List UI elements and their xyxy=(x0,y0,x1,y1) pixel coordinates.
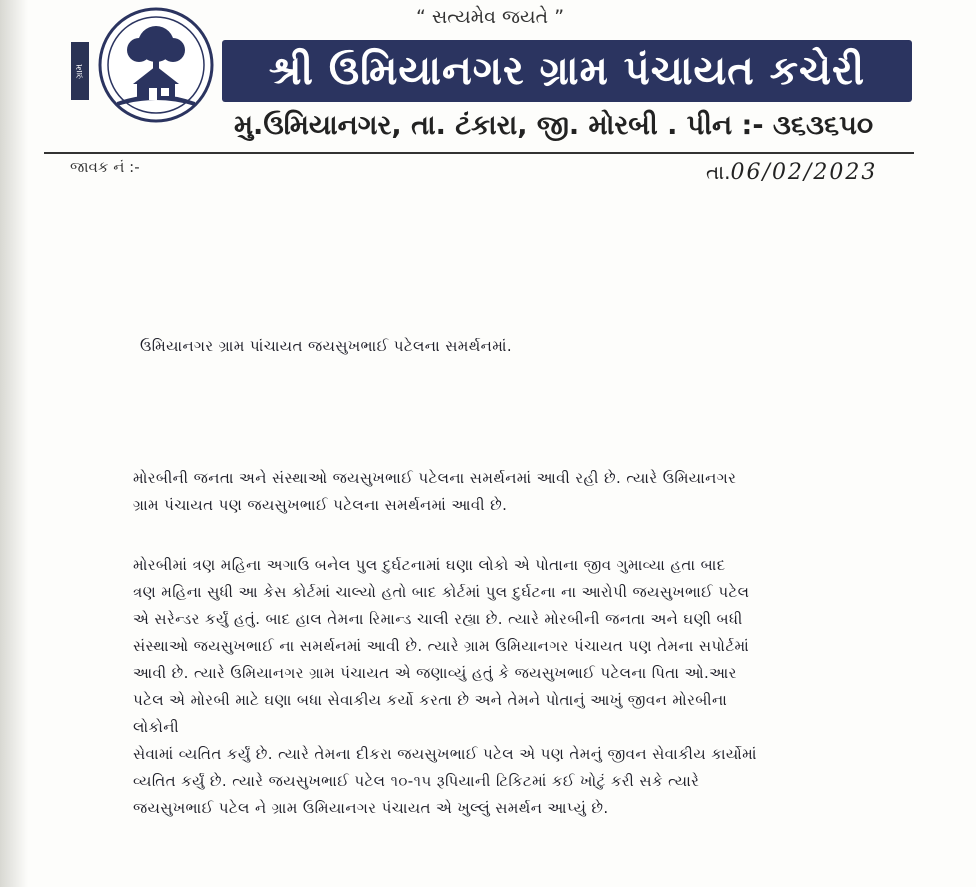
paragraph-line: વ્યતિત કર્યું છે. ત્યારે જયસુખભાઈ પટેલ ૧૦-૧૫ રૂપિયાની ટિકિટમાં કઈ ખોટું કરી સકે ત્યારે xyxy=(133,772,700,790)
paragraph-line: સેવામાં વ્યતિત કર્યું છે. ત્યારે તેમના દીકરા જયસુખભાઈ પટેલ એ પણ તેમનું જીવન સેવાકીય કાર્યોમાં xyxy=(133,745,757,763)
office-address: મુ.ઉમિયાનગર, તા. ટંકારા, જી. મોરબી . પીન :- ૩૬૩૬૫૦ xyxy=(234,110,874,141)
paragraph-line: લોકોની xyxy=(133,718,180,736)
office-name-banner: શ્રી ઉમિયાનગર ગ્રામ પંચાયત કચેરી xyxy=(222,40,912,102)
letter-subject: ઉમિયાનગર ગ્રામ પાંચાયત જયસુખભાઈ પટેલના સમર્થનમાં. xyxy=(140,337,513,355)
motto: “ સત્યમેવ જયતે ” xyxy=(415,6,565,28)
paragraph-line: આવી છે. ત્યારે ઉમિયાનગર ગ્રામ પંચાયત એ જણાવ્યું હતું કે જયસુખભાઈ પટેલના પિતા ઓ.આર xyxy=(133,664,737,682)
letter-date xyxy=(706,160,877,185)
panchayat-logo-icon xyxy=(97,6,215,124)
paragraph-line: મોરબીમાં ત્રણ મહિના અગાઉ બનેલ પુલ દુર્ઘટનામાં ઘણા લોકો એ પોતાના જીવ ગુમાવ્યા હતા બાદ xyxy=(133,556,726,574)
paragraph-1 xyxy=(133,465,903,519)
paragraph-line: જયસુખભાઈ પટેલ ને ગ્રામ ઉમિયાનગર પંચાયત એ ખુલ્લું સમર્થન આપ્યું છે. xyxy=(133,799,609,817)
paragraph-line: ત્રણ મહિના સુધી આ કેસ કોર્ટમાં ચાલ્યો હતો બાદ કોર્ટમાં પુલ દુર્ઘટના ના આરોપી જયસુખભાઈ પટેલ xyxy=(133,583,750,601)
paragraph-line: એ સરેન્ડર કર્યું હતું. બાદ હાલ તેમના રિમાન્ડ ચાલી રહ્યા છે. ત્યારે મોરબીની જનતા અને ઘણી બધી xyxy=(133,610,743,628)
paragraph-line: સંસ્થાઓ જયસુખભાઈ ના સમર્થનમાં આવી છે. ત્યારે ગ્રામ ઉમિયાનગર પંચાયત પણ તેમના સપોર્ટમાં xyxy=(133,637,750,655)
date-value: 06/02/2023 xyxy=(730,160,878,185)
paragraph-line: મોરબીની જનતા અને સંસ્થાઓ જયસુખભાઈ પટેલના સમર્થનમાં આવી રહી છે. ત્યારે ઉમિયાનગર xyxy=(133,469,737,487)
paragraph-line: ગ્રામ પંચાયત પણ જયસુખભાઈ પટેલના સમર્થનમાં આવી છે. xyxy=(133,496,508,514)
paragraph-2 xyxy=(133,552,903,822)
header-divider xyxy=(44,152,914,154)
side-tag: ગ્રામ xyxy=(71,42,89,100)
paragraph-line: પટેલ એ મોરબી માટે ઘણા બધા સેવાકીય કર્યો કરતા છે અને તેમને પોતાનું આખું જીવન મોરબીના xyxy=(133,691,728,709)
ref-number-label: જાવક નં :- xyxy=(70,158,140,176)
date-prefix: તા. xyxy=(706,160,731,184)
page-edge-shadow xyxy=(0,0,28,887)
